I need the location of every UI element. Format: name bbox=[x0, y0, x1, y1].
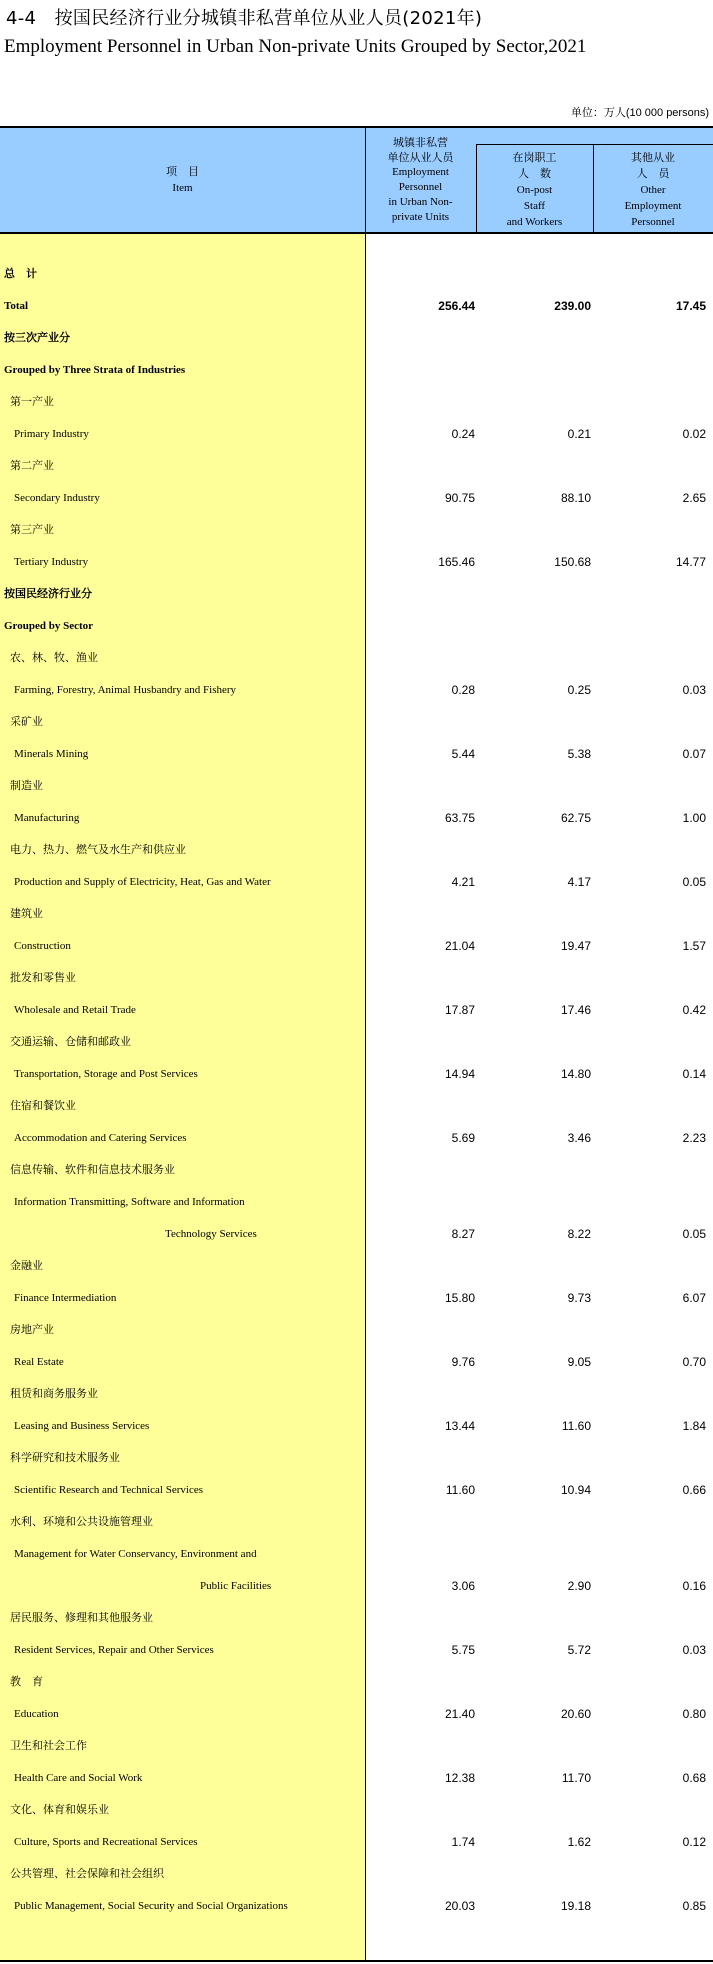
header-col1-line: 单位从业人员 bbox=[387, 151, 454, 164]
table-row bbox=[0, 1538, 713, 1570]
table-row bbox=[0, 962, 713, 994]
row-value-col3: 0.03 bbox=[682, 1643, 706, 1657]
row-value-col3: 2.23 bbox=[682, 1131, 706, 1145]
row-value-col1: 5.75 bbox=[451, 1643, 475, 1657]
row-value-col2: 150.68 bbox=[554, 555, 591, 569]
table-row bbox=[0, 578, 713, 610]
header-col1-line: Employment bbox=[392, 166, 449, 178]
row-label: Grouped by Three Strata of Industries bbox=[4, 364, 186, 376]
row-label: 水利、环境和公共设施管理业 bbox=[10, 1515, 153, 1528]
row-value-col1: 12.38 bbox=[444, 1771, 475, 1785]
table-row bbox=[0, 770, 713, 802]
table-row bbox=[0, 1762, 713, 1794]
row-value-col1: 4.21 bbox=[451, 875, 475, 889]
row-value-col1: 8.27 bbox=[451, 1227, 475, 1241]
row-label: 卫生和社会工作 bbox=[10, 1739, 87, 1752]
row-value-col2: 62.75 bbox=[560, 811, 591, 825]
table-row bbox=[0, 1026, 713, 1058]
row-value-col3: 0.16 bbox=[682, 1579, 706, 1593]
table-row bbox=[0, 1122, 713, 1154]
row-value-col2: 11.70 bbox=[561, 1771, 591, 1785]
row-label: Leasing and Business Services bbox=[14, 1420, 150, 1432]
table-row bbox=[0, 1378, 713, 1410]
row-value-col1: 11.60 bbox=[445, 1483, 475, 1497]
table-row bbox=[0, 1474, 713, 1506]
row-value-col3: 14.77 bbox=[675, 555, 706, 569]
row-value-col2: 19.47 bbox=[560, 939, 591, 953]
row-value-col1: 165.46 bbox=[438, 555, 475, 569]
header-col1-line: private Units bbox=[391, 211, 450, 223]
row-label: 公共管理、社会保障和社会组织 bbox=[10, 1867, 164, 1880]
row-value-col2: 0.21 bbox=[567, 427, 591, 441]
row-label: Farming, Forestry, Animal Husbandry and Fishery bbox=[14, 684, 237, 696]
row-value-col2: 9.73 bbox=[567, 1291, 591, 1305]
header-col2-line: 人 数 bbox=[518, 167, 551, 180]
row-value-col2: 239.00 bbox=[554, 299, 591, 313]
table-row bbox=[0, 834, 713, 866]
table-row bbox=[0, 418, 713, 450]
table-row bbox=[0, 1090, 713, 1122]
table-row bbox=[0, 1058, 713, 1090]
row-label: Production and Supply of Electricity, Heat, Gas and Water bbox=[14, 876, 271, 888]
row-label: Transportation, Storage and Post Services bbox=[14, 1068, 198, 1080]
table-row bbox=[0, 1410, 713, 1442]
row-label: Tertiary Industry bbox=[14, 556, 89, 568]
row-value-col1: 14.94 bbox=[444, 1067, 475, 1081]
row-value-col1: 20.03 bbox=[444, 1899, 475, 1913]
row-value-col2: 88.10 bbox=[560, 491, 591, 505]
row-label: Information Transmitting, Software and Information bbox=[14, 1196, 245, 1208]
unit-note: 单位：万人(10 000 persons) bbox=[570, 107, 709, 119]
row-value-col2: 19.18 bbox=[560, 1899, 591, 1913]
header-col3-line: Other bbox=[640, 184, 666, 196]
row-label: Secondary Industry bbox=[14, 492, 100, 504]
row-value-col1: 9.76 bbox=[451, 1355, 475, 1369]
table-row bbox=[0, 706, 713, 738]
row-label: Health Care and Social Work bbox=[14, 1772, 143, 1784]
row-value-col2: 17.46 bbox=[560, 1003, 591, 1017]
row-value-col3: 0.12 bbox=[682, 1835, 706, 1849]
row-label: 农、林、牧、渔业 bbox=[10, 651, 98, 664]
row-label: Education bbox=[14, 1708, 59, 1720]
header-col3-line: Personnel bbox=[631, 216, 675, 228]
row-label: 科学研究和技术服务业 bbox=[10, 1451, 120, 1464]
table-row bbox=[0, 290, 713, 322]
table-row bbox=[0, 1506, 713, 1538]
row-label: Accommodation and Catering Services bbox=[14, 1132, 187, 1144]
row-value-col3: 0.02 bbox=[682, 427, 706, 441]
table-row bbox=[0, 1250, 713, 1282]
row-label: Primary Industry bbox=[14, 428, 89, 440]
row-label: 文化、体育和娱乐业 bbox=[10, 1803, 109, 1816]
row-value-col3: 0.07 bbox=[682, 747, 706, 761]
table-row bbox=[0, 322, 713, 354]
row-label: Minerals Mining bbox=[14, 748, 89, 760]
header-item-cn: 项 目 bbox=[166, 165, 199, 178]
row-value-col3: 2.65 bbox=[682, 491, 706, 505]
row-value-col3: 1.84 bbox=[682, 1419, 706, 1433]
table-row bbox=[0, 738, 713, 770]
row-label: 住宿和餐饮业 bbox=[10, 1099, 76, 1112]
table-row bbox=[0, 258, 713, 290]
row-value-col2: 20.60 bbox=[560, 1707, 591, 1721]
header-col1-line: 城镇非私营 bbox=[393, 136, 448, 149]
table-row bbox=[0, 1794, 713, 1826]
table-row bbox=[0, 898, 713, 930]
row-label: Grouped by Sector bbox=[4, 620, 94, 632]
row-value-col2: 5.72 bbox=[567, 1643, 591, 1657]
row-label: Total bbox=[4, 300, 29, 312]
row-label: Construction bbox=[14, 940, 71, 952]
row-label: Scientific Research and Technical Services bbox=[14, 1484, 204, 1496]
header-col2-line: Staff bbox=[523, 200, 546, 212]
header-col3-line: 其他从业 bbox=[631, 151, 675, 164]
table-row bbox=[0, 386, 713, 418]
row-value-col1: 0.24 bbox=[451, 427, 475, 441]
table-row bbox=[0, 1442, 713, 1474]
row-label: 电力、热力、燃气及水生产和供应业 bbox=[10, 843, 186, 856]
row-label: Manufacturing bbox=[14, 812, 80, 824]
table-title-en: Employment Personnel in Urban Non-private Units Grouped by Sector,2021 bbox=[4, 36, 587, 57]
row-label: Management for Water Conservancy, Environment and bbox=[14, 1548, 257, 1560]
row-label: Culture, Sports and Recreational Services bbox=[14, 1836, 198, 1848]
row-label: 按国民经济行业分 bbox=[4, 587, 92, 600]
row-value-col3: 0.14 bbox=[682, 1067, 706, 1081]
row-value-col3: 0.66 bbox=[682, 1483, 706, 1497]
row-label: 总 计 bbox=[4, 267, 37, 280]
header-col3-line: 人 员 bbox=[636, 167, 670, 180]
data-table bbox=[0, 126, 713, 1962]
row-label: 制造业 bbox=[10, 779, 43, 792]
table-row bbox=[0, 1890, 713, 1922]
row-label: 房地产业 bbox=[10, 1323, 54, 1336]
row-label: 按三次产业分 bbox=[4, 331, 70, 344]
table-title-cn: 4-4 按国民经济行业分城镇非私营单位从业人员(2021年) bbox=[6, 8, 483, 29]
table-row bbox=[0, 1314, 713, 1346]
header-col2-line: On-post bbox=[516, 184, 553, 196]
table-row bbox=[0, 642, 713, 674]
table-row bbox=[0, 674, 713, 706]
header-item-en: Item bbox=[172, 182, 193, 194]
row-value-col1: 5.44 bbox=[451, 747, 475, 761]
table-row bbox=[0, 610, 713, 642]
table-row bbox=[0, 450, 713, 482]
table-row bbox=[0, 1570, 713, 1602]
row-label: Resident Services, Repair and Other Services bbox=[14, 1644, 214, 1656]
row-value-col3: 6.07 bbox=[682, 1291, 706, 1305]
header-item bbox=[0, 128, 365, 232]
row-value-col3: 0.70 bbox=[682, 1355, 706, 1369]
row-value-col1: 1.74 bbox=[451, 1835, 475, 1849]
table-row bbox=[0, 994, 713, 1026]
header-col1 bbox=[365, 128, 476, 232]
row-value-col1: 21.04 bbox=[444, 939, 475, 953]
table-row bbox=[0, 1346, 713, 1378]
row-value-col3: 1.00 bbox=[682, 811, 706, 825]
row-label: 第一产业 bbox=[10, 395, 54, 408]
row-label: 教 育 bbox=[10, 1675, 43, 1688]
table-row bbox=[0, 1602, 713, 1634]
table-row bbox=[0, 866, 713, 898]
table-bottom-border bbox=[0, 1960, 713, 1962]
table-row bbox=[0, 482, 713, 514]
row-value-col2: 14.80 bbox=[560, 1067, 591, 1081]
row-value-col1: 0.28 bbox=[451, 683, 475, 697]
row-value-col2: 4.17 bbox=[567, 875, 591, 889]
row-label: 信息传输、软件和信息技术服务业 bbox=[10, 1163, 175, 1176]
row-value-col2: 11.60 bbox=[561, 1419, 591, 1433]
row-value-col3: 0.05 bbox=[682, 875, 706, 889]
row-value-col1: 21.40 bbox=[444, 1707, 475, 1721]
table-row bbox=[0, 514, 713, 546]
row-label: Technology Services bbox=[165, 1228, 257, 1240]
table-row bbox=[0, 1634, 713, 1666]
header-col1-line: in Urban Non- bbox=[388, 196, 453, 208]
row-value-col1: 90.75 bbox=[444, 491, 475, 505]
header-col2-line: 在岗职工 bbox=[512, 151, 557, 164]
table-row bbox=[0, 1282, 713, 1314]
table-row bbox=[0, 1858, 713, 1890]
header-divider bbox=[476, 144, 477, 232]
row-value-col1: 256.44 bbox=[438, 299, 475, 313]
row-value-col3: 0.05 bbox=[682, 1227, 706, 1241]
row-value-col1: 15.80 bbox=[444, 1291, 475, 1305]
header-col2-line: and Workers bbox=[506, 216, 563, 228]
table-row bbox=[0, 546, 713, 578]
row-value-col2: 8.22 bbox=[567, 1227, 591, 1241]
row-value-col2: 0.25 bbox=[567, 683, 591, 697]
table-row bbox=[0, 802, 713, 834]
table-row bbox=[0, 930, 713, 962]
table-row bbox=[0, 1186, 713, 1218]
row-label: Public Facilities bbox=[200, 1580, 272, 1592]
row-label: 居民服务、修理和其他服务业 bbox=[10, 1611, 153, 1624]
row-value-col2: 5.38 bbox=[567, 747, 591, 761]
row-value-col2: 10.94 bbox=[560, 1483, 591, 1497]
table-row bbox=[0, 1698, 713, 1730]
row-value-col3: 0.42 bbox=[682, 1003, 706, 1017]
row-label: 金融业 bbox=[10, 1259, 43, 1272]
row-value-col1: 17.87 bbox=[444, 1003, 475, 1017]
row-label: Public Management, Social Security and Social Organizations bbox=[14, 1900, 288, 1912]
row-label: Finance Intermediation bbox=[14, 1292, 117, 1304]
row-value-col3: 0.80 bbox=[682, 1707, 706, 1721]
row-label: 批发和零售业 bbox=[10, 971, 76, 984]
row-value-col1: 13.44 bbox=[444, 1419, 475, 1433]
table-row bbox=[0, 1218, 713, 1250]
header-divider bbox=[593, 144, 594, 232]
row-value-col2: 2.90 bbox=[567, 1579, 591, 1593]
row-value-col3: 1.57 bbox=[682, 939, 706, 953]
row-value-col2: 3.46 bbox=[567, 1131, 591, 1145]
table-row bbox=[0, 354, 713, 386]
row-label: 采矿业 bbox=[10, 715, 43, 728]
row-value-col3: 0.85 bbox=[682, 1899, 706, 1913]
row-label: 租赁和商务服务业 bbox=[10, 1387, 98, 1400]
row-value-col3: 0.68 bbox=[682, 1771, 706, 1785]
table-row bbox=[0, 1826, 713, 1858]
header-divider bbox=[476, 144, 713, 145]
row-label: 建筑业 bbox=[10, 907, 43, 920]
table-header bbox=[0, 126, 713, 234]
row-value-col3: 0.03 bbox=[682, 683, 706, 697]
row-label: 第二产业 bbox=[10, 459, 54, 472]
row-label: 交通运输、仓储和邮政业 bbox=[10, 1035, 131, 1048]
row-value-col2: 1.62 bbox=[567, 1835, 591, 1849]
table-row bbox=[0, 1666, 713, 1698]
row-label: Wholesale and Retail Trade bbox=[14, 1004, 136, 1016]
table-row bbox=[0, 1730, 713, 1762]
row-label: 第三产业 bbox=[10, 523, 54, 536]
header-col1-line: Personnel bbox=[398, 181, 443, 193]
row-value-col1: 3.06 bbox=[451, 1579, 475, 1593]
row-label: Real Estate bbox=[14, 1356, 64, 1368]
table-row bbox=[0, 1154, 713, 1186]
row-value-col1: 5.69 bbox=[451, 1131, 475, 1145]
row-value-col2: 9.05 bbox=[567, 1355, 591, 1369]
row-value-col3: 17.45 bbox=[675, 299, 706, 313]
header-col3-line: Employment bbox=[624, 200, 682, 212]
row-value-col1: 63.75 bbox=[444, 811, 475, 825]
